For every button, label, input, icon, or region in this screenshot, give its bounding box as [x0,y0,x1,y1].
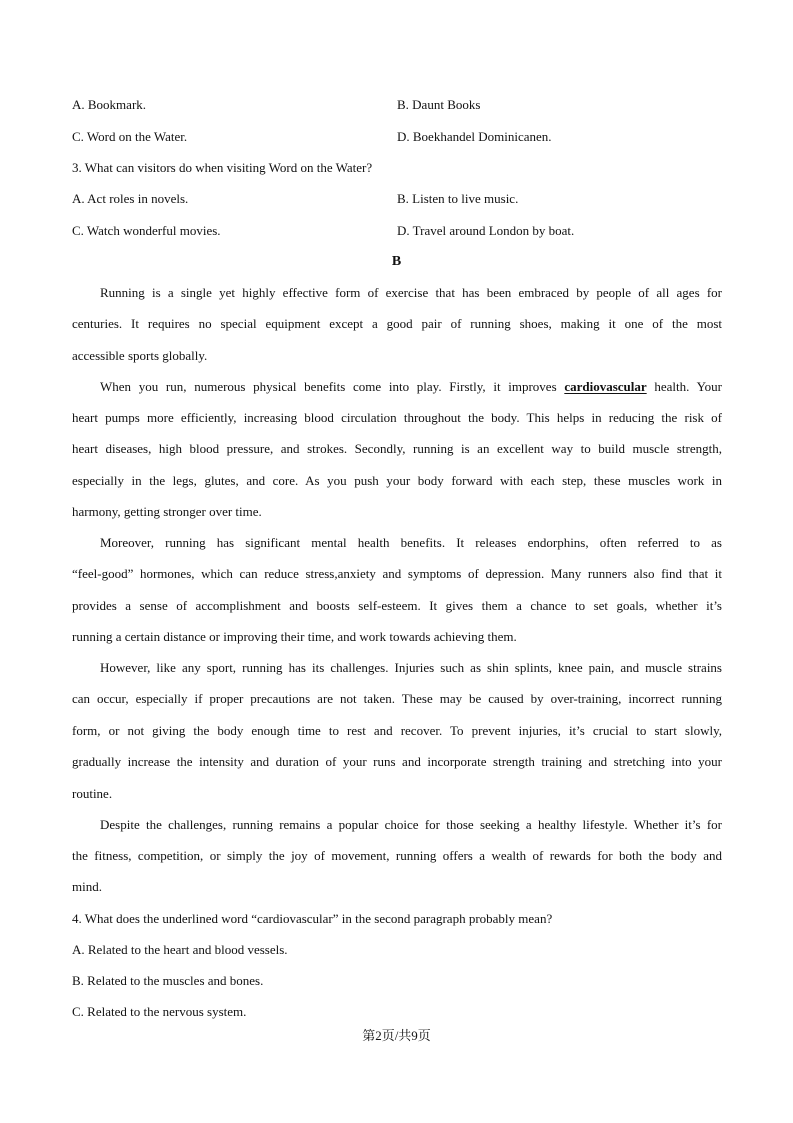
q4-option-b: B. Related to the muscles and bones. [72,973,264,988]
q2-option-c: C. Word on the Water. [72,129,188,144]
paragraph-line: the fitness, competition, or simply the joy of movement, running offers a wealth of rewards for both the body and [72,848,722,863]
paragraph-line: provides a sense of accomplishment and boosts self-esteem. It gives them a chance to set goals, whether it’s [72,598,722,613]
paragraph-line: centuries. It requires no special equipment except a good pair of running shoes, making it one of the most [72,316,722,331]
page-number: 第2页/共9页 [362,1028,431,1043]
q3-option-a: A. Act roles in novels. [72,191,189,206]
paragraph-line: “feel-good” hormones, which can reduce stress,anxiety and symptoms of depression. Many runners also find that it [72,566,722,581]
q3-option-c: C. Watch wonderful movies. [72,223,221,238]
paragraph-line: However, like any sport, running has its challenges. Injuries such as shin splints, knee pain, and muscle strains [100,660,722,675]
paragraph-line: accessible sports globally. [72,348,208,363]
paragraph-line: especially in the legs, glutes, and core. As you push your body forward with each step, these muscles work in [72,473,722,488]
paragraph-line: harmony, getting stronger over time. [72,504,262,519]
paragraph-line: Moreover, running has significant mental health benefits. It releases endorphins, often referred to as [100,535,722,550]
q2-option-b: B. Daunt Books [397,97,481,112]
paragraph-line: heart diseases, high blood pressure, and strokes. Secondly, running is an excellent way to build muscle strength, [72,441,722,456]
section-heading: B [391,254,402,269]
q4-option-c: C. Related to the nervous system. [72,1004,247,1019]
text-segment: health. Your [646,379,722,394]
underlined-word: cardiovascular [564,379,647,394]
paragraph-line: form, or not giving the body enough time to rest and recover. To prevent injuries, it’s crucial to start slowly, [72,723,722,738]
paragraph-line: can occur, especially if proper precautions are not taken. These may be caused by over-training, incorrect running [72,691,722,706]
text-segment: When you run, numerous physical benefits come into play. Firstly, it improves [100,379,565,394]
paragraph-line: gradually increase the intensity and duration of your runs and incorporate strength training and stretching into your [72,754,722,769]
paragraph-line: Running is a single yet highly effective form of exercise that has been embraced by people of all ages for [100,285,722,300]
paragraph-line [100,379,722,395]
paragraph-line: Despite the challenges, running remains a popular choice for those seeking a healthy lifestyle. Whether it’s for [100,817,722,832]
paragraph-line: mind. [72,879,102,894]
paragraph-line: heart pumps more efficiently, increasing blood circulation throughout the body. This helps in reducing the risk of [72,410,722,425]
q4-option-a: A. Related to the heart and blood vessels. [72,942,288,957]
q4-question: 4. What does the underlined word “cardiovascular” in the second paragraph probably mean? [72,911,553,926]
q2-option-d: D. Boekhandel Dominicanen. [397,129,552,144]
q3-question: 3. What can visitors do when visiting Word on the Water? [72,160,373,175]
q3-option-b: B. Listen to live music. [397,191,519,206]
q3-option-d: D. Travel around London by boat. [397,223,575,238]
paragraph-line: running a certain distance or improving their time, and work towards achieving them. [72,629,517,644]
q2-option-a: A. Bookmark. [72,97,147,112]
paragraph-line: routine. [72,786,113,801]
